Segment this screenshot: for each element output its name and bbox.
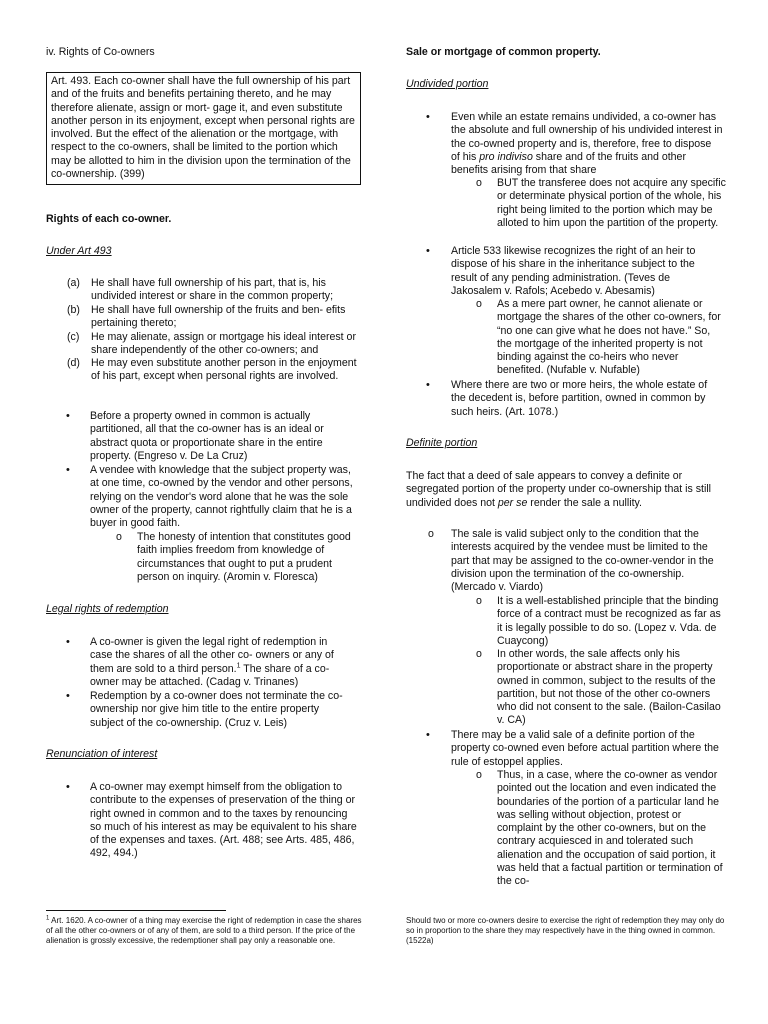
bullet-icon: • [66, 410, 70, 422]
bullet-icon: • [66, 781, 70, 793]
footnote-1: $^1$ Art. 1620. A co-owner of a thing may exercise the right of redemption in case the shares of all the other co-owners or of any of them, are sold to a third person. If the price of the alienation is grossly excessive, the redemptioner shall pay only a reasonable one. [46, 915, 362, 946]
sub-bullet-text: The sale is valid subject only to the condition that the interests acquired by the vendee must be limited to the part that may be assigned to the co-owner-vendor in the division upon the termination of the co-ownership. (Mercado v. Viardo) [451, 528, 714, 594]
bullet-text: A co-owner is given the legal right of redemption in case the shares of all the other co- owners or any of them are sold to a third person.$^1$ The share of a co-owner may be attached. (Cadag v. Trinanes) [90, 636, 334, 688]
article-493-box [46, 72, 361, 185]
sale-title: Sale or mortgage of common property. [406, 46, 601, 58]
bullet-text: Where there are two or more heirs, the whole estate of the decedent is, before partition, owned in common by such heirs. (Art. 1078.) [451, 379, 708, 418]
renunciation-heading: Renunciation of interest [46, 748, 158, 760]
bullet-text: There may be a valid sale of a definite portion of the property co-owned even before actual partition where the rule of estoppel applies. [451, 729, 719, 768]
bullet-icon: • [66, 464, 70, 476]
list-item-text: He shall have full ownership of his part, that is, his undivided interest or share in the common property; [91, 277, 334, 303]
bullet-icon: • [426, 111, 430, 123]
bullet-text: Article 533 likewise recognizes the right of an heir to dispose of his share in the inheritance subject to the result of any pending administration. (Teves de Jakosalem v. Rafols; Acebedo v. Abesamis) [451, 245, 696, 297]
bullet-icon: • [426, 245, 430, 257]
undivided-heading: Undivided portion [406, 78, 489, 90]
bullet-icon: • [426, 379, 430, 391]
circle-bullet-icon: o [476, 595, 482, 607]
circle-bullet-icon: o [476, 177, 482, 189]
sub-bullet-text: BUT the transferee does not acquire any specific or determinate physical portion of the whole, his right being limited to the portion which may be alloted to him upon the partition of the property. [497, 177, 726, 229]
footnote-ref[interactable]: 1 [236, 662, 241, 670]
rights-heading: Rights of each co-owner. [46, 213, 172, 225]
footnote-divider [46, 910, 226, 911]
circle-bullet-icon: o [428, 528, 434, 540]
bullet-text: A vendee with knowledge that the subject property was, at one time, co-owned by the vendor and other persons, relying on the vendor's word alone that he was the sole owner of the property, cannot rightfully claim that he is a buyer in good faith. [90, 464, 353, 530]
sub-bullet-text: In other words, the sale affects only his proportionate or abstract share in the property owned in common, subject to the results of the partition, but not those of the other co-owners who did not consent to the sale. (Bailon-Casilao v. CA) [497, 648, 721, 727]
sub-bullet-text: As a mere part owner, he cannot alienate or mortgage the shares of the other co-owners, for “no one can give what he does not have.” So, the mortgage of the inherited property is not binding against the co-heirs who never benefited. (Nufable v. Nufable) [497, 298, 721, 377]
list-item-text: He may even substitute another person in the enjoyment of his part, except when personal rights are involved. [91, 357, 357, 383]
list-marker: (a) [67, 277, 80, 289]
list-marker: (b) [67, 304, 80, 316]
under-art-heading: Under Art 493 [46, 245, 112, 257]
article-493-text: Art. 493. Each co-owner shall have the full ownership of his part and of the fruits and benefits pertaining thereto, and he may therefore alienate, assign or mort- gage it, and even substitute another person in its enjoyment, except when personal rights are involved. But the effect of the alienation or the mortgage, with respect to the co-owners, shall be limited to the portion which may be allotted to him in the division upon the termination of the co-ownership. (399) [51, 75, 355, 181]
section-title: iv. Rights of Co-owners [46, 46, 155, 58]
list-item-text: He shall have full ownership of the fruits and ben- efits pertaining thereto; [91, 304, 346, 330]
bullet-text: A co-owner may exempt himself from the obligation to contribute to the expenses of preservation of the thing or right owned in common and to the taxes by renouncing so much of his interest as may be equivalent to his share of the expenses and taxes. (Art. 488; see Arts. 485, 486, 492, 494.) [90, 781, 357, 860]
definite-paragraph: The fact that a deed of sale appears to convey a definite or segregated portion of the property under co-ownership that is still undivided does not per se render the sale a nullity. [406, 470, 712, 509]
list-marker: (d) [67, 357, 80, 369]
footnote-continuation: Should two or more co-owners desire to exercise the right of redemption they may only do so in proportion to the share they may respectively have in the thing owned in common. (1522a) [406, 916, 725, 946]
sub-bullet-text: It is a well-established principle that the binding force of a contract must be recognized as far as it is legally possible to do so. (Lopez v. Vda. de Cuaycong) [497, 595, 721, 647]
bullet-text: Even while an estate remains undivided, a co-owner has the absolute and full ownership of his undivided interest in the co-owned property and is, therefore, free to dispose of his pro indiviso share and of the fruits and other benefits arising from that share [451, 111, 723, 177]
sub-bullet-text: The honesty of intention that constitutes good faith implies freedom from knowledge of circumstances that ought to put a prudent person on inquiry. (Aromin v. Floresca) [137, 531, 351, 583]
sub-bullet-text: Thus, in a case, where the co-owner as vendor pointed out the location and even indicated the boundaries of the portion of a particular land he was selling without objection, protest or complaint by the other co-owners, but on the contrary acquiesced in and tolerated such alienation and the occupation of said portion, it was held that a factual partition or termination of the co- [497, 769, 723, 888]
definite-heading: Definite portion [406, 437, 478, 449]
circle-bullet-icon: o [116, 531, 122, 543]
bullet-icon: • [426, 729, 430, 741]
bullet-icon: • [66, 690, 70, 702]
circle-bullet-icon: o [476, 769, 482, 781]
circle-bullet-icon: o [476, 298, 482, 310]
bullet-icon: • [66, 636, 70, 648]
redemption-heading: Legal rights of redemption [46, 603, 169, 615]
bullet-text: Redemption by a co-owner does not terminate the co-ownership nor give him title to the entire property subject of the co-ownership. (Cruz v. Leis) [90, 690, 343, 729]
circle-bullet-icon: o [476, 648, 482, 660]
list-marker: (c) [67, 331, 80, 343]
bullet-text: Before a property owned in common is actually partitioned, all that the co-owner has is an ideal or abstract quota or proportionate share in the entire property. (Engreso v. De La Cruz) [90, 410, 324, 462]
list-item-text: He may alienate, assign or mortgage his ideal interest or share independently of the other co-owners; and [91, 331, 356, 357]
